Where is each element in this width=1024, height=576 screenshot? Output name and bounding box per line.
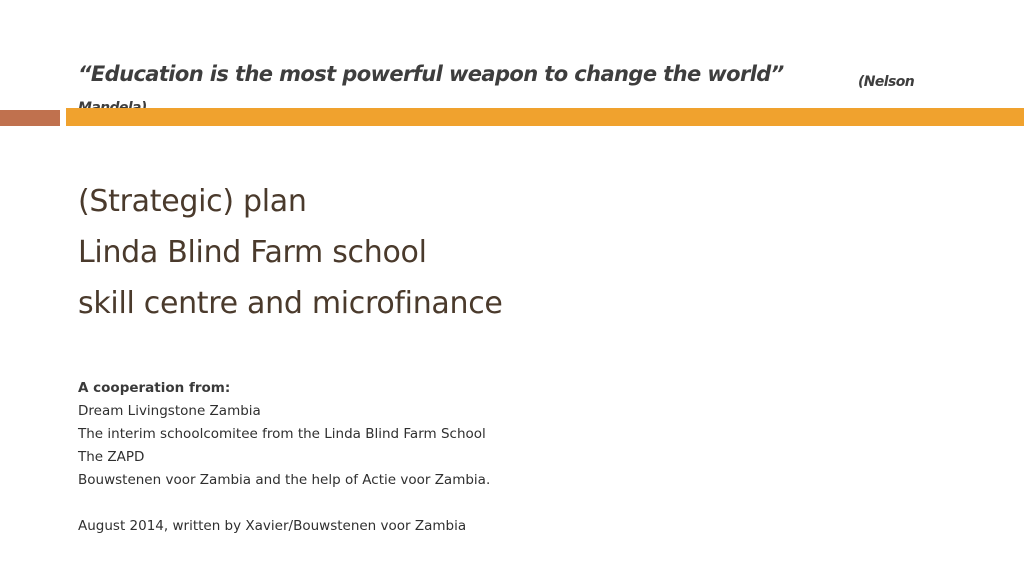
- decorative-band-left: [0, 110, 60, 126]
- partner-item: The interim schoolcomitee from the Linda Blind Farm School: [78, 426, 486, 442]
- header-quote: [78, 62, 938, 90]
- title-line-1: (Strategic) plan: [78, 184, 307, 219]
- title-line-2: Linda Blind Farm school: [78, 235, 427, 270]
- cooperation-section: [78, 377, 490, 538]
- spacer: [78, 492, 490, 515]
- title-line-3: skill centre and microfinance: [78, 286, 503, 321]
- quote-text: “Education is the most powerful weapon to change the world”: [78, 62, 784, 86]
- partner-item: The ZAPD: [78, 449, 145, 465]
- partner-item: Dream Livingstone Zambia: [78, 403, 261, 419]
- quote-attribution-first: (Nelson: [858, 74, 915, 90]
- slide-title: [78, 176, 503, 329]
- cooperation-heading: A cooperation from:: [78, 380, 231, 396]
- partner-item: Bouwstenen voor Zambia and the help of Actie voor Zambia.: [78, 472, 491, 488]
- decorative-band-right: [66, 108, 1024, 126]
- footer-note: August 2014, written by Xavier/Bouwstenen voor Zambia: [78, 518, 467, 534]
